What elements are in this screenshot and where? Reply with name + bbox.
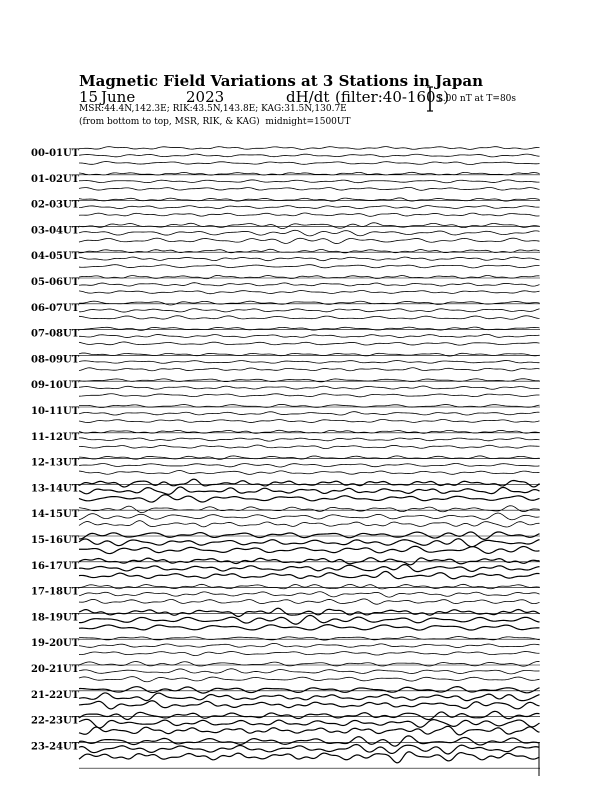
trace-line <box>79 506 540 513</box>
hour-grid <box>79 175 540 768</box>
trace-line <box>79 206 540 209</box>
trace-line <box>79 180 540 183</box>
trace-line <box>79 316 540 319</box>
hour-label: 05-06UT <box>31 277 80 288</box>
trace-line <box>79 394 540 397</box>
hour-label: 02-03UT <box>31 199 80 211</box>
stations-info: MSR:44.4N,142.3E; RIK:43.5N,143.8E; KAG:31.5N,130.7E <box>79 104 347 114</box>
hour-label: 10-11UT <box>31 406 80 417</box>
trace-line <box>79 571 540 578</box>
date-day: 15 <box>79 88 99 106</box>
trace-line <box>79 309 540 312</box>
hour-label: 20-21UT <box>31 664 80 675</box>
trace-line <box>79 342 540 345</box>
trace-line <box>79 412 540 415</box>
hour-label: 15-16UT <box>31 535 80 546</box>
trace-line <box>79 599 540 604</box>
trace-line <box>79 719 540 728</box>
hour-label: 17-18UT <box>31 586 80 598</box>
trace-line <box>79 687 540 693</box>
trace-line <box>79 565 540 572</box>
trace-line <box>79 301 540 305</box>
trace-line <box>79 291 540 294</box>
trace-line <box>79 661 540 666</box>
scale-bar <box>427 87 433 111</box>
trace-line <box>79 532 540 539</box>
trace-line <box>79 693 540 701</box>
order-text: (from bottom to top, MSR, RIK, & KAG) <box>79 117 260 127</box>
hour-label: 16-17UT <box>31 560 80 572</box>
trace-line <box>79 546 540 553</box>
trace-line <box>79 187 540 190</box>
hour-label: 08-09UT <box>31 354 80 366</box>
hour-label: 06-07UT <box>31 302 80 314</box>
date-year: 2023 <box>186 88 225 106</box>
trace-line <box>79 615 540 624</box>
hour-label: 19-20UT <box>31 638 80 650</box>
hour-label: 04-05UT <box>31 251 80 263</box>
trace-line <box>79 592 540 597</box>
trace-line <box>79 539 540 547</box>
hour-label: 00-01UT <box>31 148 80 159</box>
trace-line <box>79 283 540 286</box>
trace-line <box>79 213 540 216</box>
trace-line <box>79 419 540 422</box>
hour-label: 01-02UT <box>31 173 80 185</box>
hour-label: 07-08UT <box>31 328 80 340</box>
trace-line <box>79 438 540 441</box>
trace-line <box>79 265 540 268</box>
hour-label: 13-14UT <box>31 483 80 495</box>
trace-line <box>79 162 540 165</box>
scale-label: 1.00 nT at T=80s <box>437 94 517 104</box>
trace-line <box>79 636 540 640</box>
trace-line <box>79 445 540 449</box>
trace-line <box>79 230 540 236</box>
trace-line <box>79 487 540 494</box>
hour-label: 23-24UT <box>31 741 80 753</box>
hour-label: 21-22UT <box>31 689 80 701</box>
trace-line <box>79 238 540 243</box>
trace-line <box>79 334 540 337</box>
trace-line <box>79 711 540 719</box>
trace-line <box>79 752 540 763</box>
trace-line <box>79 643 540 647</box>
trace-line <box>79 558 540 565</box>
trace-line <box>79 521 540 527</box>
hour-label: 11-12UT <box>31 431 80 443</box>
trace-line <box>79 471 540 475</box>
traces-group <box>79 147 540 763</box>
hour-label: 12-13UT <box>31 457 80 469</box>
hour-labels <box>31 148 80 752</box>
trace-line <box>79 147 540 150</box>
trace-line <box>79 701 540 709</box>
trace-line <box>79 223 540 229</box>
midnight-note: midnight=1500UT <box>265 117 351 127</box>
trace-line <box>79 726 540 735</box>
trace-line <box>79 513 540 520</box>
hour-label: 14-15UT <box>31 509 80 521</box>
trace-line <box>79 669 540 674</box>
date-month: June <box>101 88 136 106</box>
trace-line <box>79 479 540 487</box>
quantity-label: dH/dt <box>286 88 330 106</box>
trace-line <box>79 257 540 261</box>
hour-label: 09-10UT <box>31 380 80 392</box>
trace-line <box>79 154 540 157</box>
trace-line <box>79 368 540 371</box>
trace-line <box>79 361 540 364</box>
hour-label: 22-23UT <box>31 715 80 727</box>
trace-line <box>79 677 540 682</box>
trace-line <box>79 625 540 630</box>
trace-line <box>79 463 540 467</box>
trace-line <box>79 495 540 502</box>
trace-line <box>79 584 540 589</box>
trace-line <box>79 386 540 389</box>
trace-line <box>79 745 540 754</box>
trace-line <box>79 736 540 746</box>
hour-label: 18-19UT <box>31 612 80 624</box>
hour-label: 03-04UT <box>31 225 80 237</box>
trace-line <box>79 652 540 656</box>
filter-label: (filter:40-160s) <box>335 88 450 106</box>
chart-title: Magnetic Field Variations at 3 Stations in Japan <box>79 72 484 90</box>
